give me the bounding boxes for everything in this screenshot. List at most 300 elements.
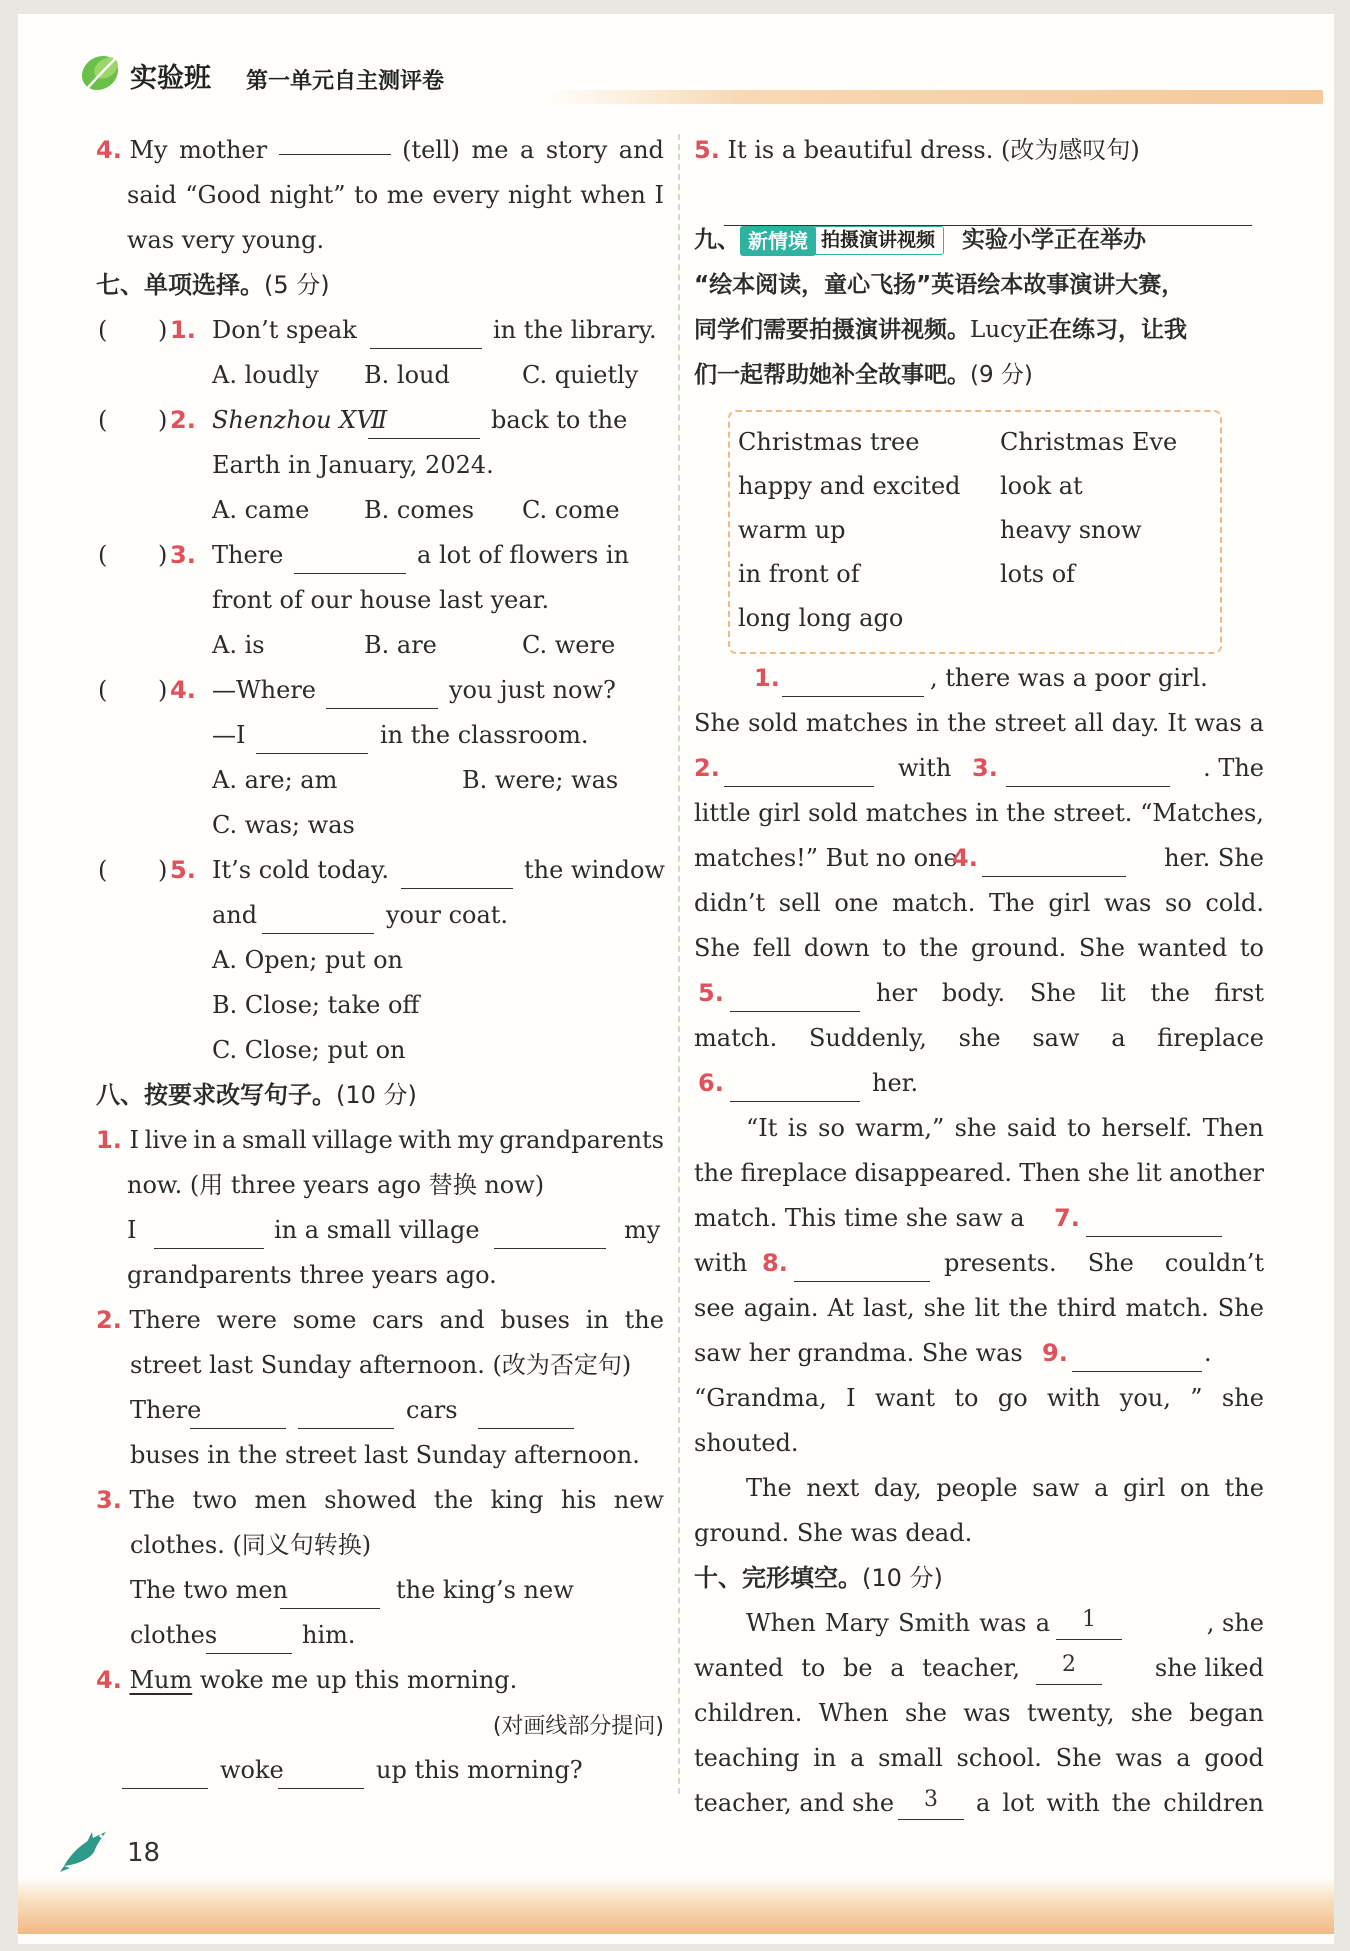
word: my: [457, 1126, 494, 1154]
story-line-1: [694, 656, 1264, 701]
rewrite-2-line-2: street last Sunday afternoon. (改为否定句): [130, 1351, 632, 1379]
word: the king’s new: [396, 1576, 574, 1604]
mc-question-3: [96, 533, 664, 578]
word: and: [439, 1306, 485, 1334]
blank-number: 4.: [952, 844, 978, 872]
story-line-2: [694, 701, 1264, 746]
word: I: [127, 1216, 137, 1244]
word: sold: [748, 709, 798, 737]
mc-options-2: [96, 488, 664, 533]
question-stem: woke me up this morning.: [199, 1666, 518, 1694]
story-line-16: saw her grandma. She was 9. .: [694, 1331, 1264, 1376]
word: down: [803, 934, 870, 962]
question-stem: in the library.: [493, 316, 657, 344]
word: village: [312, 1126, 393, 1154]
word: the: [694, 1159, 734, 1187]
answer-blank[interactable]: [782, 670, 924, 697]
blank-number: 7.: [1054, 1204, 1080, 1232]
word: lit: [1136, 1159, 1162, 1187]
answer-blank[interactable]: [1006, 760, 1170, 787]
answer-paren-open: (: [98, 541, 108, 569]
question-number: 4.: [96, 1666, 122, 1694]
worksheet-title: 第一单元自主测评卷: [246, 69, 445, 94]
mc-question-1: [96, 308, 664, 353]
word: up this morning?: [376, 1756, 583, 1784]
option[interactable]: A. is: [212, 631, 265, 659]
cloze-text: a lot with the children: [976, 1789, 1264, 1817]
word: with: [898, 754, 952, 782]
answer-paren-open: (: [98, 676, 108, 704]
word: some: [292, 1306, 357, 1334]
answer-paren-close: ): [158, 676, 168, 704]
answer-blank[interactable]: [262, 907, 374, 934]
word: girl: [1048, 889, 1091, 917]
word: grandparents: [499, 1126, 664, 1154]
section-score: (10 分): [336, 1081, 417, 1109]
word: another: [1169, 1159, 1264, 1187]
word: clothes: [130, 1621, 218, 1649]
word: lit: [974, 1294, 1000, 1322]
mc-option-5c: [96, 1028, 664, 1073]
answer-blank[interactable]: [368, 412, 480, 439]
word: My: [129, 136, 168, 164]
word: two: [192, 1486, 238, 1514]
left-column: [96, 128, 664, 1793]
question-number: 4.: [170, 676, 196, 704]
footer-band: [18, 1878, 1334, 1934]
word: so: [1165, 889, 1192, 917]
answer-paren-close: ): [158, 856, 168, 884]
story-line-11: [694, 1106, 1264, 1151]
story-line-8: [694, 971, 1264, 1016]
word: small: [878, 1744, 943, 1772]
option[interactable]: A. Open; put on: [212, 946, 404, 974]
answer-blank[interactable]: [982, 850, 1126, 877]
answer-paren-close: ): [158, 406, 168, 434]
word: There: [129, 1306, 201, 1334]
story-line-4: [694, 791, 1264, 836]
rewrite-2-answer-cont: buses in the street last Sunday afternoon.: [130, 1441, 640, 1469]
blank-number: 1.: [754, 664, 780, 692]
section-title: Lucy: [970, 317, 1026, 343]
rewrite-4-note: [96, 1703, 664, 1748]
word: third: [1056, 1294, 1117, 1322]
mc-options-4: [96, 758, 664, 803]
word: in: [193, 1126, 217, 1154]
word: girl: [758, 799, 801, 827]
word: was: [1104, 889, 1152, 917]
cloze-text: wanted to be a teacher,: [694, 1654, 1020, 1682]
word: said: [127, 181, 177, 209]
word: she: [958, 1024, 1001, 1052]
answer-paren-open: (: [98, 406, 108, 434]
story-line-7: [694, 926, 1264, 971]
word: twenty,: [1026, 1699, 1115, 1727]
question-stem: It’s cold today.: [212, 856, 390, 884]
answer-blank[interactable]: [1086, 1210, 1222, 1237]
mc-option-5a: [96, 938, 664, 983]
option[interactable]: C. Close; put on: [212, 1036, 406, 1064]
word: I: [846, 1384, 856, 1412]
word: cold.: [1205, 889, 1264, 917]
word: a: [850, 1744, 865, 1772]
story-line-18: shouted.: [694, 1429, 799, 1457]
answer-blank[interactable]: [294, 547, 406, 574]
word-bank-item: Christmas Eve: [1000, 428, 1178, 456]
option[interactable]: B. loud: [364, 361, 450, 389]
word: to: [354, 181, 379, 209]
mc-options-4b: [96, 803, 664, 848]
question-stem: your coat.: [386, 901, 509, 929]
word: I: [654, 181, 664, 209]
section-9-title-line-3: [694, 308, 1264, 353]
word: children.: [694, 1699, 803, 1727]
story-line-13: [694, 1196, 1264, 1241]
word: “Matches,: [1140, 799, 1264, 827]
word: you,: [1119, 1384, 1171, 1412]
mc-question-2: [96, 398, 664, 443]
cloze-line-5: [694, 1781, 1264, 1826]
column-divider: [678, 134, 680, 1794]
cloze-line-3: [694, 1691, 1264, 1736]
word: when: [580, 181, 646, 209]
word: sell: [778, 889, 821, 917]
word-bank-item: look at: [1000, 472, 1083, 500]
word-bank-item: warm up: [738, 516, 846, 544]
answer-slot[interactable]: [98, 398, 160, 438]
question-number: 1.: [170, 316, 196, 344]
word: a: [1249, 709, 1264, 737]
question-stem: the window: [524, 856, 665, 884]
section-title: 七、单项选择。: [96, 271, 264, 299]
question-stem: you just now?: [449, 676, 616, 704]
word: showed: [324, 1486, 417, 1514]
word: was: [1194, 709, 1242, 737]
section-title: 同学们需要拍摄演讲视频。: [694, 317, 970, 343]
story-line-5: [694, 836, 1264, 881]
right-column: [694, 128, 1264, 1826]
word: in a small village: [274, 1216, 480, 1244]
option[interactable]: A. came: [212, 496, 310, 524]
word: she: [923, 1294, 966, 1322]
word: buses: [500, 1306, 570, 1334]
question-stem: There: [212, 541, 284, 569]
option[interactable]: C. were: [522, 631, 616, 659]
section-title: 八、按要求改写句子。: [96, 1081, 336, 1109]
option[interactable]: B. are: [364, 631, 437, 659]
answer-blank[interactable]: [494, 1222, 606, 1249]
word: to: [882, 934, 907, 962]
leaf-logo-icon: [78, 46, 128, 96]
option[interactable]: B. comes: [364, 496, 475, 524]
word: fell: [752, 934, 792, 962]
word: “Grandma,: [694, 1384, 827, 1412]
mc-question-4: [96, 668, 664, 713]
word: next: [806, 1474, 860, 1502]
word: cars: [372, 1306, 424, 1334]
question-stem: Don’t speak: [212, 316, 357, 344]
word: The: [129, 1486, 176, 1514]
word: mother: [179, 136, 268, 164]
word: every: [432, 181, 500, 209]
word: in: [585, 1306, 609, 1334]
word: match.: [892, 889, 976, 917]
mc-options-3: [96, 623, 664, 668]
word: When: [818, 1699, 889, 1727]
option[interactable]: C. quietly: [522, 361, 639, 389]
word: the: [433, 1486, 474, 1514]
answer-blank[interactable]: [256, 727, 368, 754]
section-10-heading: [694, 1556, 1264, 1601]
option[interactable]: B. were; was: [462, 766, 619, 794]
word: herself.: [1101, 1114, 1193, 1142]
question-stem: a lot of flowers in: [417, 541, 630, 569]
question-number: 2.: [96, 1306, 122, 1334]
word: was: [963, 1699, 1011, 1727]
story-line-17: [694, 1376, 1264, 1421]
word: Suddenly,: [808, 1024, 927, 1052]
word: At: [827, 1294, 855, 1322]
cloze-blank[interactable]: 3: [898, 1781, 964, 1820]
word: school.: [956, 1744, 1042, 1772]
rewrite-5-answer: [694, 173, 1264, 218]
rewrite-4-line-1: [96, 1658, 664, 1703]
section-7-heading: [96, 263, 664, 308]
mc-question-2-cont: [96, 443, 664, 488]
answer-slot[interactable]: [98, 668, 160, 708]
answer-blank[interactable]: [1072, 1345, 1202, 1372]
answer-blank[interactable]: [278, 1762, 364, 1789]
word: night”: [269, 181, 346, 209]
underlined-word: Mum: [129, 1666, 193, 1694]
word: to: [1239, 934, 1264, 962]
word: good: [1204, 1744, 1264, 1772]
rewrite-2-answer: [96, 1388, 664, 1433]
section-title: 正在练习，让我: [1025, 317, 1187, 343]
word: a: [1094, 1474, 1109, 1502]
option[interactable]: C. was; was: [212, 811, 355, 839]
answer-blank[interactable]: [478, 1402, 574, 1429]
word: people: [936, 1474, 1018, 1502]
blank-number: 9.: [1042, 1339, 1068, 1367]
word: disappeared.: [854, 1159, 1013, 1187]
word: king: [490, 1486, 544, 1514]
section-score: (10 分): [862, 1564, 943, 1592]
instruction: (对画线部分提问): [492, 1714, 664, 1739]
question-number: 3.: [170, 541, 196, 569]
rewrite-1-answer: [96, 1208, 664, 1253]
answer-blank[interactable]: [190, 1402, 286, 1429]
word: so: [818, 1114, 845, 1142]
word: (tell): [402, 136, 461, 164]
word: the: [1006, 799, 1046, 827]
word: to: [954, 1384, 979, 1412]
section-8-heading: [96, 1073, 664, 1118]
story-text: matches!” But no one: [694, 844, 958, 872]
question-4-line-2: [96, 173, 664, 218]
answer-blank[interactable]: [326, 682, 438, 709]
option[interactable]: C. come: [522, 496, 620, 524]
word: story: [545, 136, 608, 164]
answer-blank[interactable]: [280, 1582, 380, 1609]
option[interactable]: A. are; am: [212, 766, 338, 794]
section-title: 十、完形填空。: [694, 1564, 862, 1592]
word: him.: [302, 1621, 356, 1649]
question-number: 2.: [170, 406, 196, 434]
answer-blank[interactable]: [730, 985, 860, 1012]
answer-paren-close: ): [158, 316, 168, 344]
story-text: her. She: [1164, 844, 1264, 872]
story-line-6: [694, 881, 1264, 926]
question-number: 5.: [170, 856, 196, 884]
word: a: [222, 1126, 237, 1154]
cloze-text: she liked: [1154, 1654, 1264, 1682]
rewrite-3-line-2: clothes. (同义句转换): [130, 1531, 372, 1559]
word: she: [1087, 1159, 1130, 1187]
answer-blank[interactable]: [298, 1402, 394, 1429]
rewrite-1-line-2: now. (用 three years ago 替换 now): [127, 1171, 545, 1199]
word: street: [994, 709, 1066, 737]
word: the: [947, 709, 987, 737]
word: match.: [1125, 1294, 1209, 1322]
cloze-line-2: [694, 1646, 1264, 1691]
word: his: [560, 1486, 597, 1514]
option[interactable]: B. Close; take off: [212, 991, 420, 1019]
question-stem: front of our house last year.: [212, 586, 550, 614]
answer-blank[interactable]: [794, 1255, 930, 1282]
word: woke: [220, 1756, 284, 1784]
story-text: match. This time she saw a: [694, 1204, 1025, 1232]
word: saw: [1032, 1024, 1080, 1052]
word: were: [216, 1306, 277, 1334]
word: a: [1111, 1024, 1126, 1052]
word: small: [241, 1126, 307, 1154]
rewrite-5-line: [694, 128, 1264, 173]
option[interactable]: A. loudly: [212, 361, 319, 389]
word: one: [834, 889, 879, 917]
cloze-line-1: [694, 1601, 1264, 1646]
section-score: (5 分): [264, 271, 330, 299]
rewrite-3-answer: [96, 1568, 664, 1613]
word: There: [130, 1396, 202, 1424]
blank-number: 2.: [694, 754, 720, 782]
question-stem: It is a beautiful dress. (改为感叹句): [727, 136, 1140, 164]
word: day.: [1111, 709, 1160, 737]
word-bank-item: in front of: [738, 560, 860, 588]
word: again.: [743, 1294, 819, 1322]
mc-option-5b: [96, 983, 664, 1028]
answer-paren-close: ): [158, 541, 168, 569]
section-9-heading: [694, 218, 1264, 263]
new-context-badge: 新情境: [740, 226, 816, 256]
word: go: [997, 1384, 1028, 1412]
question-stem: —I: [212, 721, 246, 749]
answer-blank[interactable]: [401, 862, 513, 889]
section-title: 实验小学正在举办: [962, 227, 1147, 253]
story-line-9: [694, 1016, 1264, 1061]
answer-blank[interactable]: [206, 1627, 292, 1654]
story-text: , there was a poor girl.: [930, 664, 1208, 692]
word: wanted: [1137, 934, 1228, 962]
answer-blank[interactable]: [154, 1222, 264, 1249]
word: in: [975, 799, 999, 827]
question-stem: Earth in January, 2024.: [212, 451, 494, 479]
word: the: [1224, 1474, 1264, 1502]
answer-paren-open: (: [98, 316, 108, 344]
word: Then: [1202, 1114, 1264, 1142]
word: new: [613, 1486, 664, 1514]
rewrite-1-answer-cont: grandparents three years ago.: [127, 1261, 497, 1289]
answer-slot[interactable]: [98, 848, 160, 888]
word: matches: [865, 799, 968, 827]
story-line-15: [694, 1286, 1264, 1331]
question-4-line-1: [96, 128, 664, 173]
dolphin-icon: [60, 1818, 112, 1874]
story-line-10: [694, 1061, 1264, 1106]
word: teaching: [694, 1744, 800, 1772]
question-4-line-3: was very young.: [127, 226, 325, 254]
word: on: [1180, 1474, 1210, 1502]
blank-number: 6.: [698, 1069, 724, 1097]
answer-blank[interactable]: [730, 1075, 860, 1102]
context-tag: 拍摄演讲视频: [812, 226, 944, 255]
question-number: 5.: [694, 136, 720, 164]
cloze-text: teacher, and she: [694, 1789, 895, 1817]
word: was: [1115, 1744, 1163, 1772]
answer-slot[interactable]: [98, 533, 160, 573]
cloze-blank[interactable]: 2: [1036, 1646, 1102, 1685]
word: began: [1189, 1699, 1264, 1727]
word: she: [1221, 1384, 1264, 1412]
mc-question-5: [96, 848, 664, 893]
mc-question-4-cont: [96, 713, 664, 758]
word: last,: [863, 1294, 915, 1322]
answer-slot[interactable]: [98, 308, 160, 348]
story-text: her.: [872, 1069, 919, 1097]
answer-blank[interactable]: [122, 1762, 208, 1789]
question-stem: back to the: [491, 406, 628, 434]
word: She: [694, 934, 741, 962]
story-line-3: [694, 746, 1264, 791]
rewrite-2-line-1: [96, 1298, 664, 1343]
word: I: [129, 1126, 139, 1154]
story-text: saw her grandma. She was: [694, 1339, 1023, 1367]
answer-paren-open: (: [98, 856, 108, 884]
answer-blank[interactable]: [370, 322, 482, 349]
word: little: [694, 799, 751, 827]
answer-blank[interactable]: [724, 760, 874, 787]
word: She: [1078, 934, 1126, 962]
word: the: [919, 934, 959, 962]
word: the: [624, 1306, 664, 1334]
word: “Good: [185, 181, 261, 209]
word: me: [471, 136, 509, 164]
word-bank-item: heavy snow: [1000, 516, 1142, 544]
word: my: [624, 1216, 661, 1244]
word: she: [1130, 1699, 1173, 1727]
story-line-20: ground. She was dead.: [694, 1519, 973, 1547]
story-text: presents. She couldn’t: [944, 1249, 1264, 1277]
word-bank-item: lots of: [1000, 560, 1076, 588]
header-stripe: [548, 90, 1323, 104]
word: street.: [1053, 799, 1133, 827]
section-prefix: 九、: [694, 227, 740, 253]
word: She: [1217, 1294, 1264, 1322]
word: The: [746, 1474, 792, 1502]
answer-blank[interactable]: [279, 128, 391, 155]
rewrite-1-line-1: [96, 1118, 664, 1163]
cloze-blank[interactable]: 1: [1056, 1601, 1122, 1640]
